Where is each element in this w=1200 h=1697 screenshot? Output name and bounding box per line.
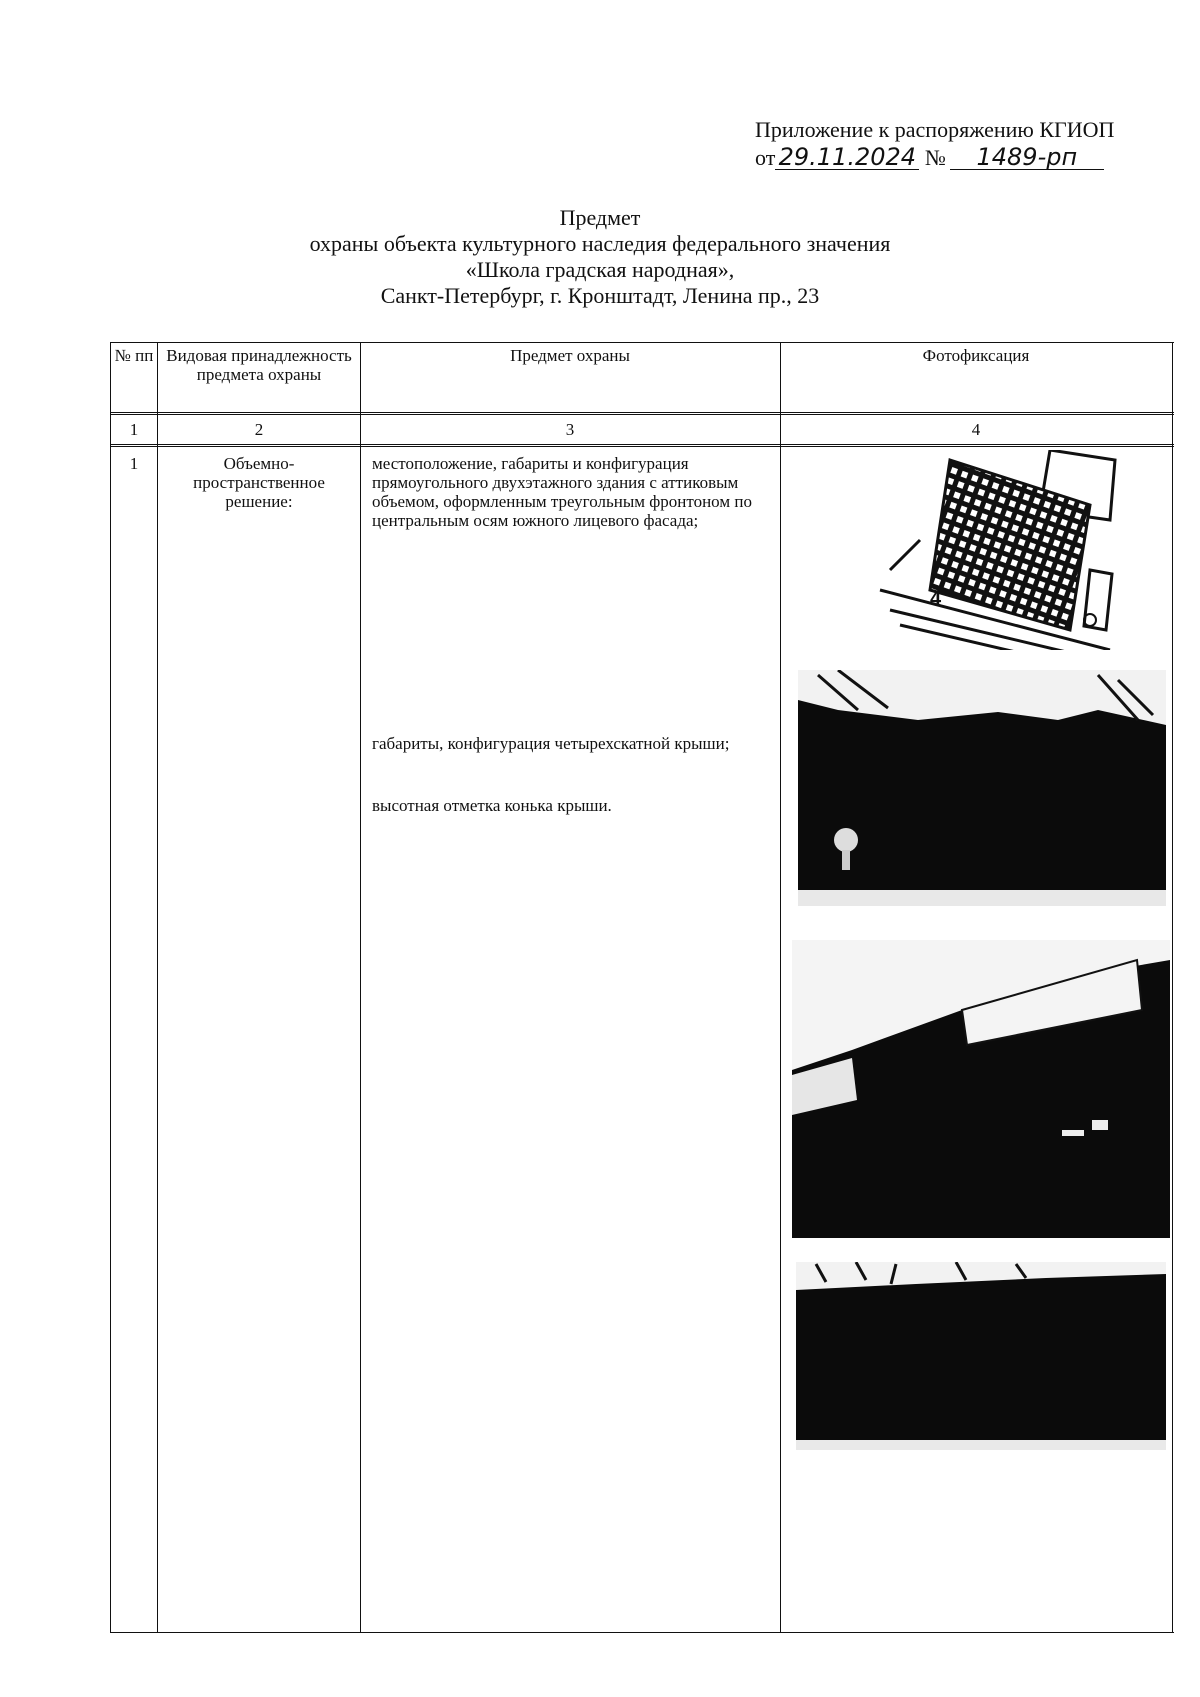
plan-building-footprint [930,460,1090,630]
header-subject: Предмет охраны [510,346,630,365]
subject-location: местоположение, габариты и конфигурация прямоугольного двухэтажного здания с аттиковым объемом, оформленным треугольным фронтоном по центральным осям южного лицевого фасада; [372,454,752,530]
order-date: 29.11.2024 [775,145,919,170]
plan-label: 4 [930,588,942,610]
plan-annex [1084,570,1112,630]
table-border-left [110,342,111,1632]
appendix-header [755,116,1175,172]
number-row-divider [110,444,1174,445]
row-type: Объемно-пространственное решение: [193,454,325,511]
col-number-4: 4 [971,420,981,439]
col-number-1: 1 [129,420,139,439]
title-line-2: охраны объекта культурного наследия федерального значения [309,231,891,256]
col-divider-2 [360,342,361,1632]
title-line-4: Санкт-Петербург, г. Кронштадт, Ленина пр., 23 [380,283,820,308]
protection-subject-table [110,342,1174,1632]
subject-ridge: высотная отметка конька крыши. [372,796,612,815]
photo-facade-3 [796,1262,1166,1450]
row-number: 1 [129,454,139,473]
header-divider [110,412,1174,413]
appendix-text: Приложение к распоряжению КГИОП [755,117,1115,142]
header-number: № пп [114,346,154,365]
order-line [755,144,1175,172]
document-title [0,205,1200,309]
table-border-right [1172,342,1173,1632]
header-photo: Фотофиксация [922,346,1030,365]
title-line-3: «Школа градская народная», [465,257,735,282]
table-border-top [110,342,1174,343]
header-type: Видовая принадлежность предмета охраны [166,346,352,384]
from-prefix: от [755,145,776,170]
col-divider-3 [780,342,781,1632]
title-line-1: Предмет [559,205,641,230]
table-border-bottom [110,1632,1174,1633]
number-sign: № [924,145,946,170]
photo-facade-2 [792,940,1170,1238]
site-plan-image [850,450,1170,650]
order-number: 1489-рп [950,145,1104,170]
header-divider-2 [110,414,1174,415]
subject-roof: габариты, конфигурация четырехскатной крыши; [372,734,730,753]
col-number-2: 2 [254,420,264,439]
col-number-3: 3 [565,420,575,439]
col-divider-1 [157,342,158,1632]
photo-facade-1 [798,670,1166,906]
number-row-divider-2 [110,446,1174,447]
